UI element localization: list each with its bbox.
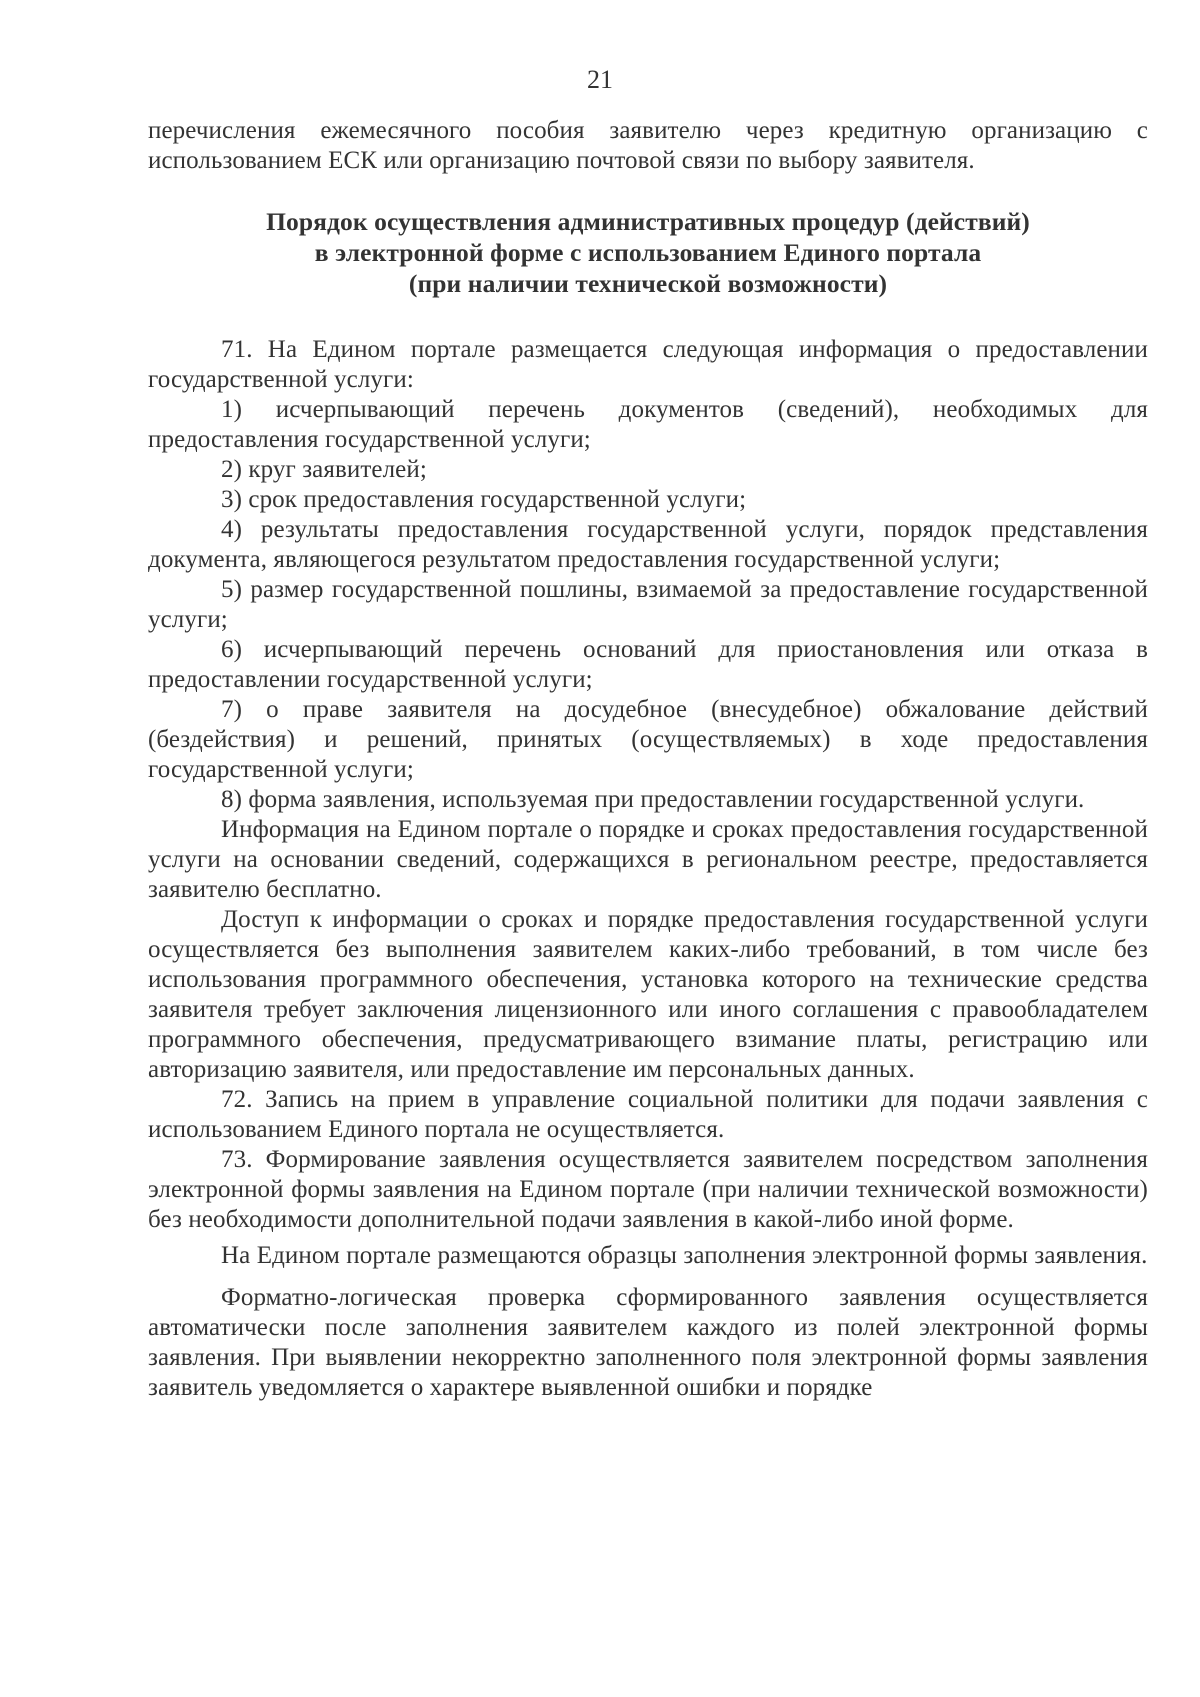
- clause-71-item-4: 4) результаты предоставления государственной услуги, порядок представления документа, являющегося результатом предоставления государственной услуги;: [148, 516, 1148, 573]
- intro-paragraph: перечисления ежемесячного пособия заявителю через кредитную организацию с использованием ЕСК или организацию почтовой связи по выбору заявителя.: [148, 117, 1148, 174]
- clause-71-item-8: 8) форма заявления, используемая при предоставлении государственной услуги.: [221, 786, 1085, 813]
- clause-71-item-2: 2) круг заявителей;: [221, 456, 427, 483]
- info-access-paragraph: Доступ к информации о сроках и порядке предоставления государственной услуги осуществляется без выполнения заявителем каких-либо требований, в том числе без использования программного обеспечения, установка которого на технические средства заявителя требует заключения лицензионного или иного соглашения с правообладателем программного обеспечения, предусматривающего взимание платы, регистрацию или авторизацию заявителя, или предоставление им персональных данных.: [148, 906, 1148, 1083]
- clause-71-item-1: 1) исчерпывающий перечень документов (сведений), необходимых для предоставления государственной услуги;: [148, 396, 1148, 453]
- clause-71: 71. На Едином портале размещается следующая информация о предоставлении государственной услуги:: [148, 336, 1148, 393]
- clause-72: 72. Запись на прием в управление социальной политики для подачи заявления с использованием Единого портала не осуществляется.: [148, 1086, 1148, 1143]
- page-number: 21: [587, 65, 613, 94]
- form-samples-paragraph: На Едином портале размещаются образцы заполнения электронной формы заявления.: [221, 1242, 1148, 1269]
- format-check-paragraph: Форматно-логическая проверка сформированного заявления осуществляется автоматически после заполнения заявителем каждого из полей электронной формы заявления. При выявлении некорректно заполненного поля электронной формы заявления заявитель уведомляется о характере выявленной ошибки и порядке: [148, 1284, 1148, 1401]
- section-heading-line-1: Порядок осуществления административных процедур (действий): [266, 207, 1030, 236]
- clause-71-item-5: 5) размер государственной пошлины, взимаемой за предоставление государственной услуги;: [148, 576, 1148, 633]
- info-free-paragraph: Информация на Едином портале о порядке и сроках предоставления государственной услуги на основании сведений, содержащихся в региональном реестре, предоставляется заявителю бесплатно.: [148, 816, 1148, 903]
- clause-71-item-7: 7) о праве заявителя на досудебное (внесудебное) обжалование действий (бездействия) и решений, принятых (осуществляемых) в ходе предоставления государственной услуги;: [148, 696, 1148, 783]
- clause-71-item-6: 6) исчерпывающий перечень оснований для приостановления или отказа в предоставлении государственной услуги;: [148, 636, 1148, 693]
- section-heading: [148, 206, 1148, 299]
- section-heading-line-3: (при наличии технической возможности): [408, 269, 888, 298]
- clause-71-item-3: 3) срок предоставления государственной услуги;: [221, 486, 747, 513]
- clause-73: 73. Формирование заявления осуществляется заявителем посредством заполнения электронной формы заявления на Едином портале (при наличии технической возможности) без необходимости дополнительной подачи заявления в какой-либо иной форме.: [148, 1146, 1148, 1233]
- document-body: [148, 116, 1148, 1403]
- section-heading-line-2: в электронной форме с использованием Единого портала: [314, 238, 982, 267]
